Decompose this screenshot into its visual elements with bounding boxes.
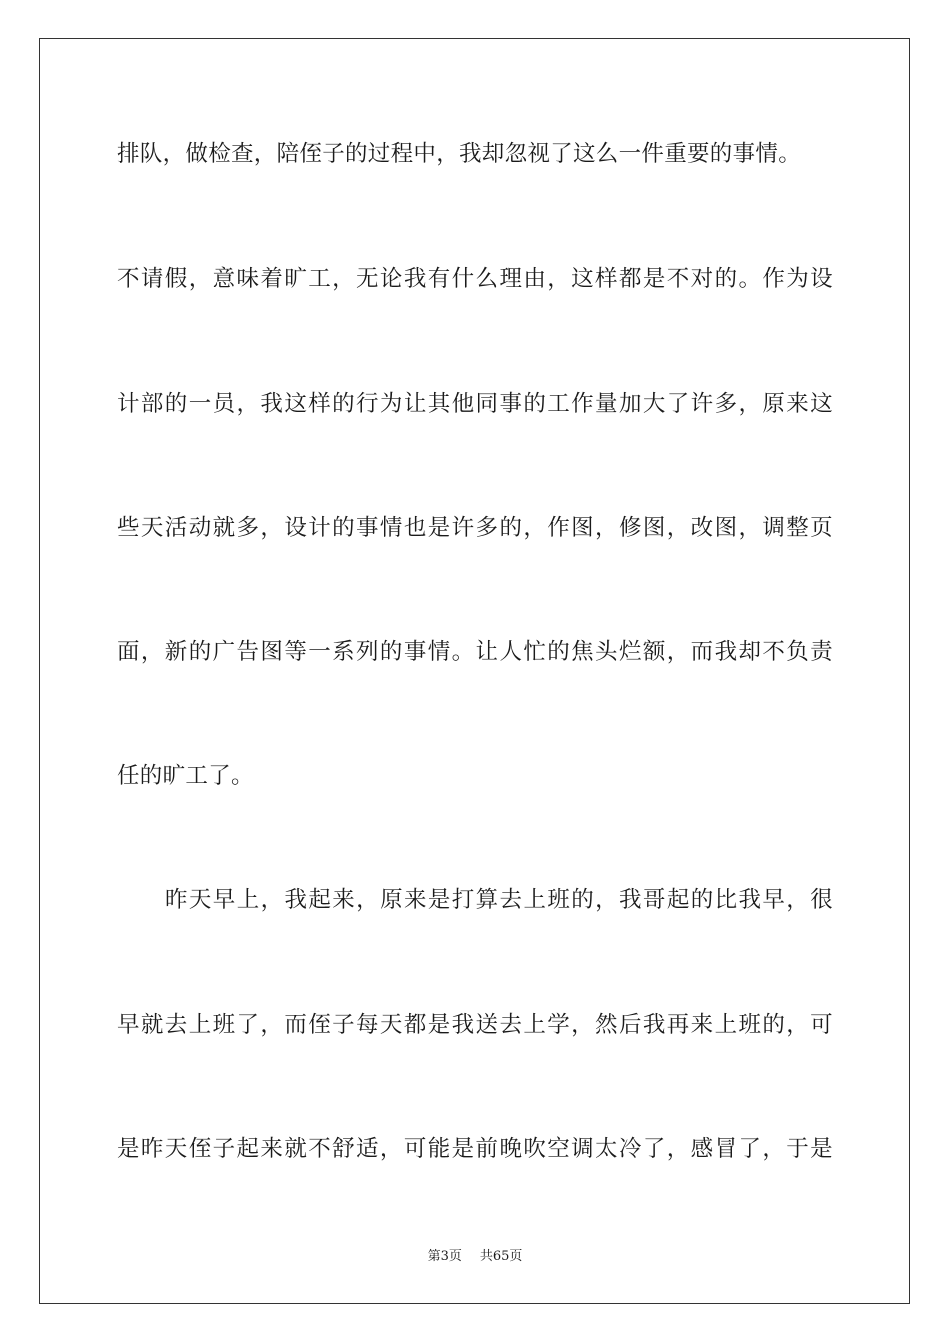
page-total: 共65页 xyxy=(479,1249,523,1264)
paragraph-line: 面，新的广告图等一系列的事情。让人忙的焦头烂额，而我却不负责 xyxy=(117,639,833,665)
paragraph-line: 排队，做检查，陪侄子的过程中，我却忽视了这么一件重要的事情。 xyxy=(117,141,802,167)
paragraph-line: 是昨天侄子起来就不舒适，可能是前晚吹空调太冷了，感冒了，于是 xyxy=(117,1136,833,1162)
paragraph-line: 不请假，意味着旷工，无论我有什么理由，这样都是不对的。作为设 xyxy=(117,266,833,292)
paragraph-line: 些天活动就多，设计的事情也是许多的，作图，修图，改图，调整页 xyxy=(117,515,833,541)
page-number: 第3页 xyxy=(427,1249,462,1264)
paragraph-line: 早就去上班了，而侄子每天都是我送去上学，然后我再来上班的，可 xyxy=(117,1012,833,1038)
paragraph-line: 计部的一员，我这样的行为让其他同事的工作量加大了许多，原来这 xyxy=(117,391,833,417)
page-border xyxy=(39,38,910,1304)
paragraph-line: 昨天早上，我起来，原来是打算去上班的，我哥起的比我早，很 xyxy=(165,887,833,913)
paragraph-line: 任的旷工了。 xyxy=(117,763,254,789)
page-footer xyxy=(0,1248,950,1266)
